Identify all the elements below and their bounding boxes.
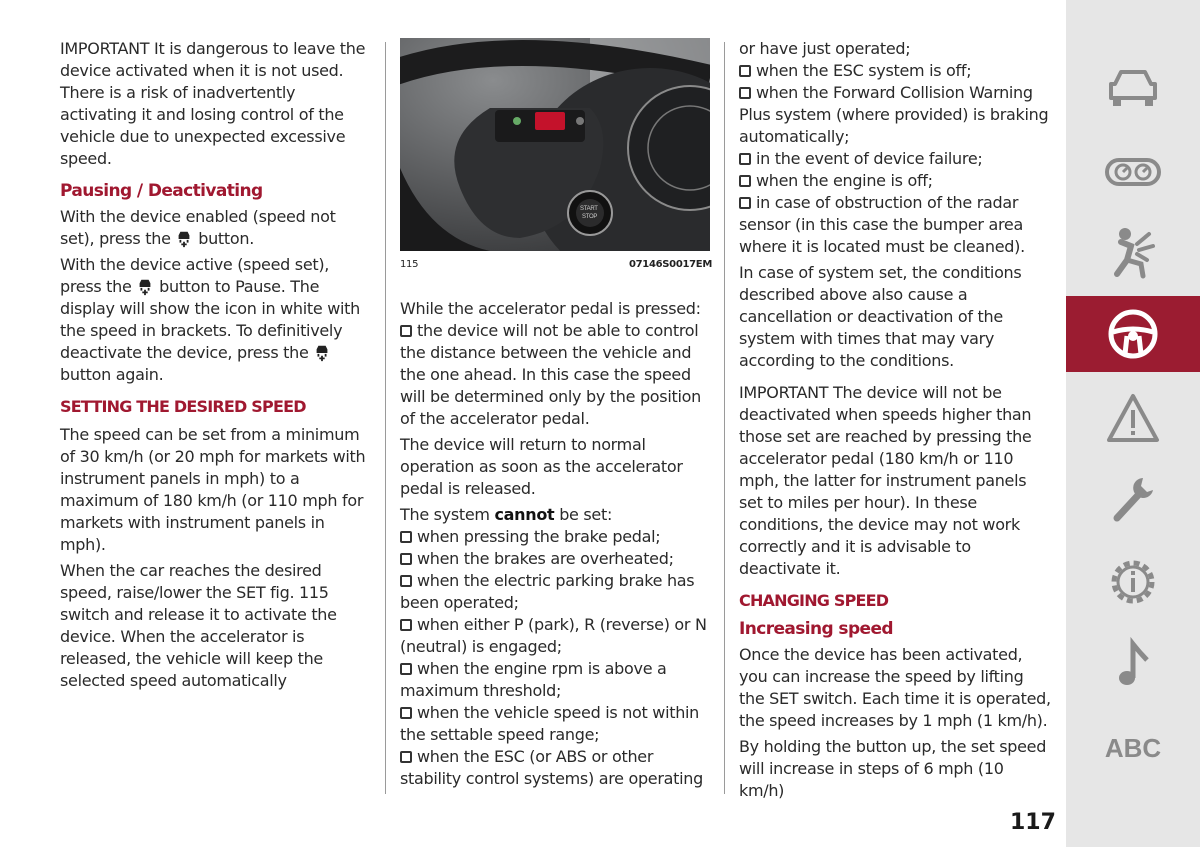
nav-safety[interactable] [1066, 214, 1200, 290]
nav-car[interactable] [1066, 50, 1200, 126]
checkbox-bullet-icon [400, 325, 412, 337]
list-item: in case of obstruction of the radar sensor (in this case the bumper area where it is located must be cleaned). [739, 193, 1025, 256]
checkbox-bullet-icon [400, 663, 412, 675]
nav-maintenance[interactable] [1066, 462, 1200, 538]
steering-wheel-photo [400, 38, 710, 251]
speed-range-paragraph: The speed can be set from a minimum of 30 km/h (or 20 mph for markets with instrument panels in mph) to a maximum of 180 km/h (or 110 mph for markets with instrument panels in mph). [60, 425, 366, 554]
checkbox-bullet-icon [400, 575, 412, 587]
checkbox-bullet-icon [739, 65, 751, 77]
chapter-sidebar [1066, 0, 1200, 847]
checkbox-bullet-icon [739, 175, 751, 187]
music-note-icon [1103, 636, 1163, 692]
svg-text:STOP: STOP [582, 214, 598, 220]
figure-caption [400, 259, 712, 271]
cannot-set-list-continued: or have just operated; when the ESC system is off; when the Forward Collision Warning Plus system (where provided) is braking automatically; in the event of device failure; when the engine is off; in case of obstruction of the radar sensor (in this case the bumper area where it is located must be cleaned). [739, 38, 1053, 258]
column-1 [60, 38, 372, 696]
pausing-paragraph-1: With the device enabled (speed not set), press the button. [60, 207, 336, 248]
figure-code: 07146S0017EM [628, 259, 712, 270]
list-item: when pressing the brake pedal; [400, 526, 712, 548]
checkbox-bullet-icon [739, 153, 751, 165]
increase-paragraph-1: Once the device has been activated, you can increase the speed by lifting the SET switch. Each time it is operated, the speed increases by 1 mph (1 km/h). [739, 645, 1051, 730]
increase-paragraph-2: By holding the button up, the set speed will increase in steps of 6 mph (10 km/h) [739, 737, 1047, 800]
pausing-heading: Pausing / Deactivating [60, 181, 263, 201]
steering-wheel-icon [1103, 306, 1163, 362]
column-2 [400, 38, 712, 794]
nav-technical-data[interactable] [1066, 544, 1200, 620]
nav-multimedia[interactable] [1066, 626, 1200, 702]
increasing-speed-heading: Increasing speed [739, 619, 893, 639]
airbag-icon [1103, 224, 1163, 280]
dashboard-icon [1103, 144, 1163, 200]
checkbox-bullet-icon [400, 751, 412, 763]
column-divider [724, 42, 725, 794]
list-item: when the ESC system is off; [739, 60, 1053, 82]
svg-text:START: START [580, 206, 598, 212]
checkbox-bullet-icon [400, 619, 412, 631]
important-note: IMPORTANT It is dangerous to leave the device activated when it is not used. There is a risk of inadvertently activating it and losing control of the vehicle due to unexpected excessive speed. [60, 39, 366, 168]
list-item: in the event of device failure; [739, 148, 1053, 170]
list-item: when either P (park), R (reverse) or N (neutral) is engaged; [400, 615, 707, 656]
warning-icon [1103, 390, 1163, 446]
nav-driving[interactable] [1066, 296, 1200, 372]
nav-index[interactable] [1066, 710, 1200, 786]
checkbox-bullet-icon [739, 197, 751, 209]
return-paragraph: The device will return to normal operation as soon as the accelerator pedal is released. [400, 435, 683, 498]
list-item: when the brakes are overheated; [400, 548, 712, 570]
info-gear-icon [1103, 554, 1163, 610]
pedal-paragraph: While the accelerator pedal is pressed: the device will not be able to control the distance between the vehicle and the one ahead. In this case the speed will be determined only by the position of the accelerator pedal. [400, 299, 701, 428]
column-divider [385, 42, 386, 794]
list-item: when the ESC (or ABS or other stability control systems) are operating [400, 747, 703, 788]
setting-speed-heading: SETTING THE DESIRED SPEED [60, 397, 306, 416]
changing-speed-heading: CHANGING SPEED [739, 591, 889, 610]
acc-car-icon [175, 230, 193, 248]
pausing-paragraph-2: With the device active (speed set), press the button to Pause. The display will show the icon in white with the speed in brackets. To definitively deactivate the device, press the button again. [60, 255, 360, 384]
checkbox-bullet-icon [739, 87, 751, 99]
acc-car-icon [313, 344, 331, 362]
car-icon [1103, 60, 1163, 116]
column-3 [739, 38, 1053, 806]
list-item: when the electric parking brake has been operated; [400, 571, 695, 612]
set-speed-paragraph: When the car reaches the desired speed, raise/lower the SET fig. 115 switch and release it to activate the device. When the accelerator is released, the vehicle will keep the selected speed automatically [60, 561, 337, 690]
page-number: 117 [1010, 810, 1056, 835]
wrench-icon [1103, 472, 1163, 528]
nav-warnings[interactable] [1066, 380, 1200, 456]
figure-number: 115 [400, 259, 419, 270]
acc-car-icon [136, 278, 154, 296]
nav-dashboard[interactable] [1066, 134, 1200, 210]
checkbox-bullet-icon [400, 553, 412, 565]
steering-wheel-figure [400, 38, 710, 251]
index-label: ABC [1104, 732, 1162, 763]
list-item: when the engine is off; [739, 170, 1053, 192]
list-item: when the vehicle speed is not within the settable speed range; [400, 703, 700, 744]
list-item: when the engine rpm is above a maximum threshold; [400, 659, 667, 700]
checkbox-bullet-icon [400, 531, 412, 543]
cancellation-paragraph: In case of system set, the conditions described above also cause a cancellation or deactivation of the system with times that may vary according to the conditions. [739, 263, 1022, 370]
cannot-set-list: The system cannot be set: when pressing the brake pedal; when the brakes are overheated; when the electric parking brake has been operated; when either P (park), R (reverse) or N (neutral) is engaged; when the engine rpm is above a maximum threshold; when the vehicle speed is not within the settable speed range; when the ESC (or ABS or other stability control systems) are operating [400, 504, 712, 790]
checkbox-bullet-icon [400, 707, 412, 719]
important-note-2: IMPORTANT The device will not be deactivated when speeds higher than those set are reached by pressing the accelerator pedal (180 km/h or 110 mph, the latter for instrument panels set to miles per hour). In these conditions, the device may not work correctly and it is advisable to deactivate it. [739, 383, 1032, 578]
list-item: when the Forward Collision Warning Plus system (where provided) is braking automatically; [739, 83, 1049, 146]
